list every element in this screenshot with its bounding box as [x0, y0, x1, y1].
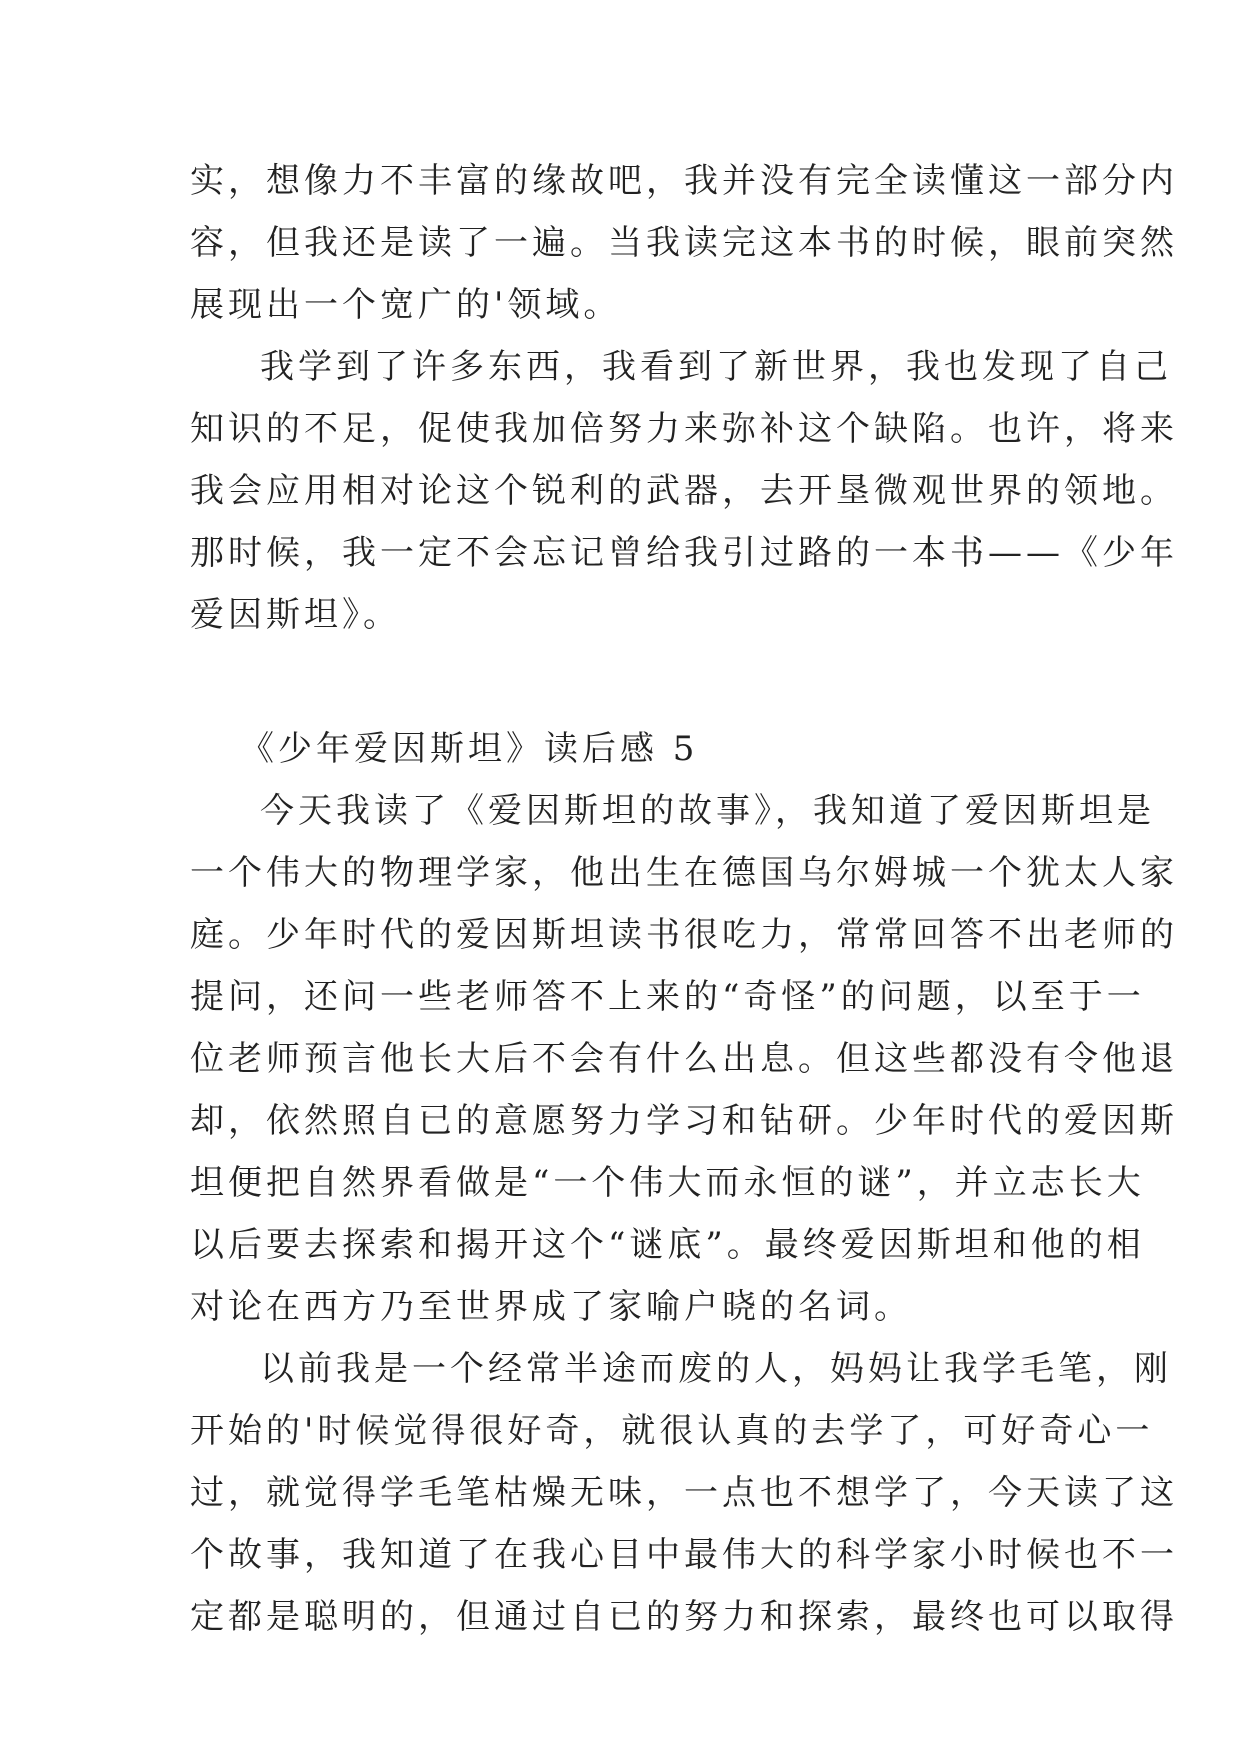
paragraph-line: 提问，还问一些老师答不上来的“奇怪”的问题，以至于一: [190, 977, 1145, 1017]
section-heading: 《少年爱因斯坦》读后感 5: [240, 729, 699, 769]
paragraph-line: 定都是聪明的，但通过自已的努力和探索，最终也可以取得: [190, 1597, 1178, 1637]
paragraph-line: 位老师预言他长大后不会有什么出息。但这些都没有令他退: [190, 1039, 1178, 1079]
paragraph-line: 知识的不足，促使我加倍努力来弥补这个缺陷。也许，将来: [190, 409, 1178, 449]
paragraph-line: 庭。少年时代的爱因斯坦读书很吃力，常常回答不出老师的: [190, 915, 1178, 955]
paragraph-line: 那时候，我一定不会忘记曾给我引过路的一本书——《少年: [190, 533, 1178, 573]
paragraph-line: 坦便把自然界看做是“一个伟大而永恒的谜”，并立志长大: [190, 1163, 1145, 1203]
paragraph-line: 以前我是一个经常半途而废的人，妈妈让我学毛笔，刚: [260, 1349, 1172, 1389]
paragraph-line: 容，但我还是读了一遍。当我读完这本书的时候，眼前突然: [190, 223, 1178, 263]
paragraph-line: 以后要去探索和揭开这个“谜底”。最终爱因斯坦和他的相: [190, 1225, 1145, 1265]
paragraph-line: 过，就觉得学毛笔枯燥无味，一点也不想学了，今天读了这: [190, 1473, 1178, 1513]
paragraph-line: 却，依然照自已的意愿努力学习和钻研。少年时代的爱因斯: [190, 1101, 1178, 1141]
section-gap: [190, 646, 1070, 718]
paragraph-line: 今天我读了《爱因斯坦的故事》，我知道了爱因斯坦是: [260, 791, 1155, 831]
paragraph-line: 个故事，我知道了在我心目中最伟大的科学家小时候也不一: [190, 1535, 1178, 1575]
paragraph-line: 实，想像力不丰富的缘故吧，我并没有完全读懂这一部分内: [190, 161, 1178, 201]
paragraph-line: 我学到了许多东西，我看到了新世界，我也发现了自己: [260, 347, 1172, 387]
body-text: [190, 150, 1178, 1648]
paragraph-line: 展现出一个宽广的'领域。: [190, 285, 622, 325]
paragraph-line: 开始的'时候觉得很好奇，就很认真的去学了，可好奇心一: [190, 1411, 1154, 1451]
paragraph-line: 对论在西方乃至世界成了家喻户晓的名词。: [190, 1287, 912, 1327]
paragraph-line: 我会应用相对论这个锐利的武器，去开垦微观世界的领地。: [190, 471, 1178, 511]
paragraph-line: 爱因斯坦》。: [190, 595, 401, 635]
paragraph-line: 一个伟大的物理学家，他出生在德国乌尔姆城一个犹太人家: [190, 853, 1178, 893]
